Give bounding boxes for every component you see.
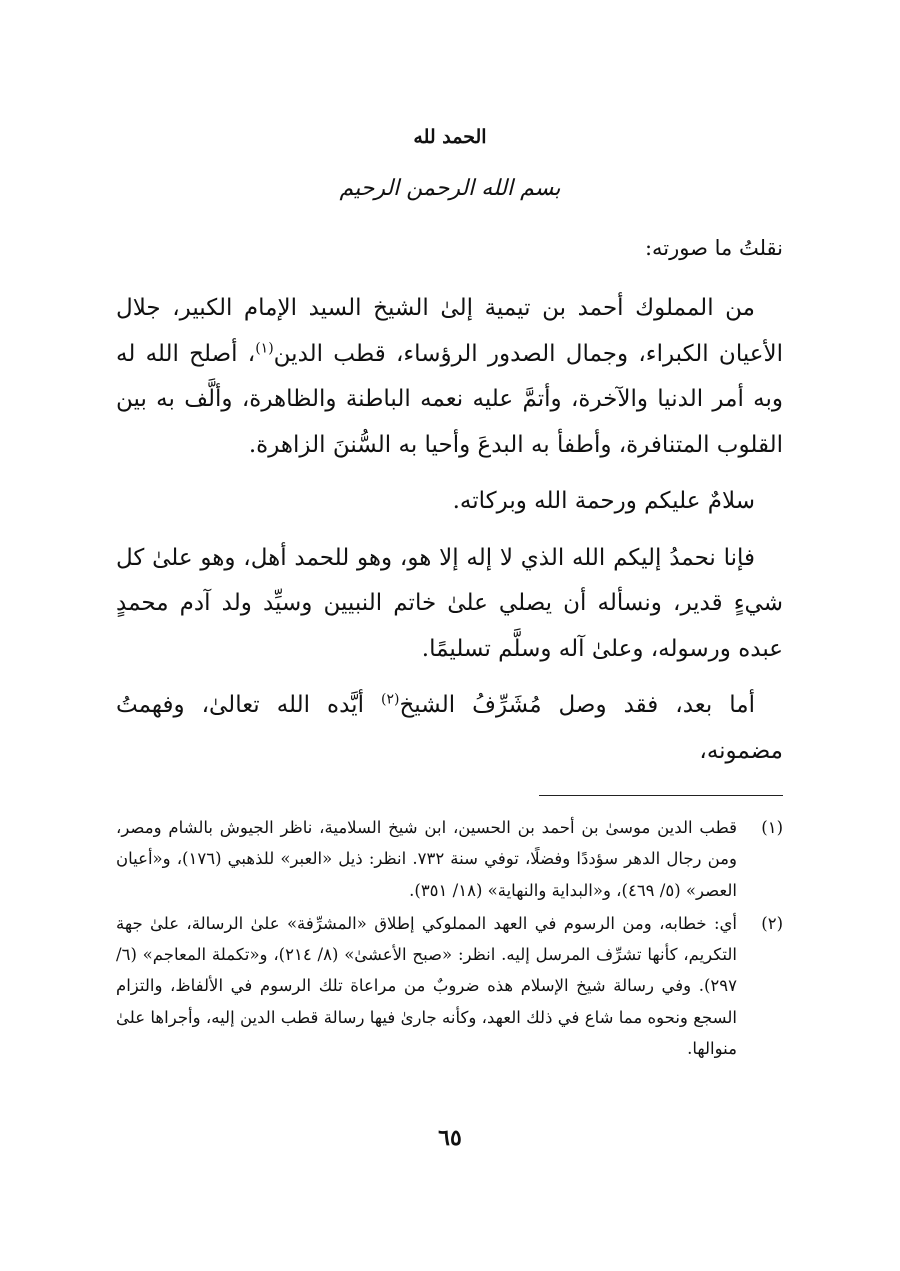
paragraph-praise: فإنا نحمدُ إليكم الله الذي لا إله إلا هو، وهو للحمد أهل، وهو علىٰ كل شيءٍ قدير، ونسأله أن يصلي علىٰ خاتم النبيين وسيِّد ولد آدم محمدٍ عبده ورسوله، وعلىٰ آله وسلَّم تسليمًا. (116, 544, 783, 662)
paragraph-opening (116, 683, 783, 774)
footnote-text: قطب الدين موسىٰ بن أحمد بن الحسين، ابن شيخ السلامية، ناظر الجيوش بالشام ومصر، ومن رجال الدهر سؤددًا وفضلًا، توفي سنة ٧٣٢. انظر: ذيل «العبر» للذهبي (١٧٦)، و«أعيان العصر» (٥/ ٤٦٩)، و«البداية والنهاية» (١٨/ ٣٥١). (116, 818, 737, 900)
paragraph-salutation (116, 286, 783, 468)
footnotes (116, 812, 783, 1066)
footnote-number: (٢) (761, 913, 783, 933)
footnote-number: (١) (761, 818, 783, 837)
footnote-text: أي: خطابه، ومن الرسوم في العهد المملوكي إطلاق «المشرِّفة» علىٰ الرسالة، علىٰ جهة التكريم، كأنها تشرِّف المرسل إليه. انظر: «صبح الأعشىٰ» (٨/ ٢١٤)، و«تكملة المعاجم» (٦/ ٢٩٧). وفي رسالة شيخ الإسلام هذه ضروبٌ من مراعاة تلك الرسوم في الألفاظ، والتزام السجع ونحوه مما شاع في ذلك العهد، وكأنه جارىٰ فيها رسالة قطب الدين إليه، وأجراها علىٰ منوالها. (116, 913, 737, 1059)
intro-line: نقلتُ ما صورته: (644, 236, 783, 260)
basmala-calligraphy: بسم الله الرحمن الرحيم (339, 176, 561, 201)
footnote-1 (116, 812, 783, 906)
footnote-divider (539, 795, 783, 796)
footnote-ref-1[interactable]: (١) (255, 339, 274, 356)
page-header: الحمد لله (413, 126, 487, 148)
paragraph-text: أيَّده الله تعالىٰ، وفهمتُ مضمونه، (116, 692, 783, 764)
footnote-ref-2[interactable]: (٢) (380, 691, 400, 708)
letter-body (116, 286, 783, 785)
paragraph-text: من المملوك أحمد بن تيمية إلىٰ الشيخ السيد الإمام الكبير، جلال الأعيان الكبراء، وجمال الصدور الرؤساء، قطب الدين (116, 295, 783, 367)
paragraph-greeting: سلامٌ عليكم ورحمة الله وبركاته. (452, 488, 755, 514)
paragraph-text: أما بعد، فقد وصل مُشَرِّفُ الشيخ (399, 692, 755, 718)
page-number: ٦٥ (438, 1125, 462, 1151)
footnote-2 (116, 908, 783, 1064)
paragraph-text: ، أصلح الله له وبه أمر الدنيا والآخرة، وأتمَّ عليه نعمه الباطنة والظاهرة، وألَّف به بين القلوب المتنافرة، وأطفأ به البدعَ وأحيا به السُّننَ الزاهرة. (116, 340, 783, 458)
